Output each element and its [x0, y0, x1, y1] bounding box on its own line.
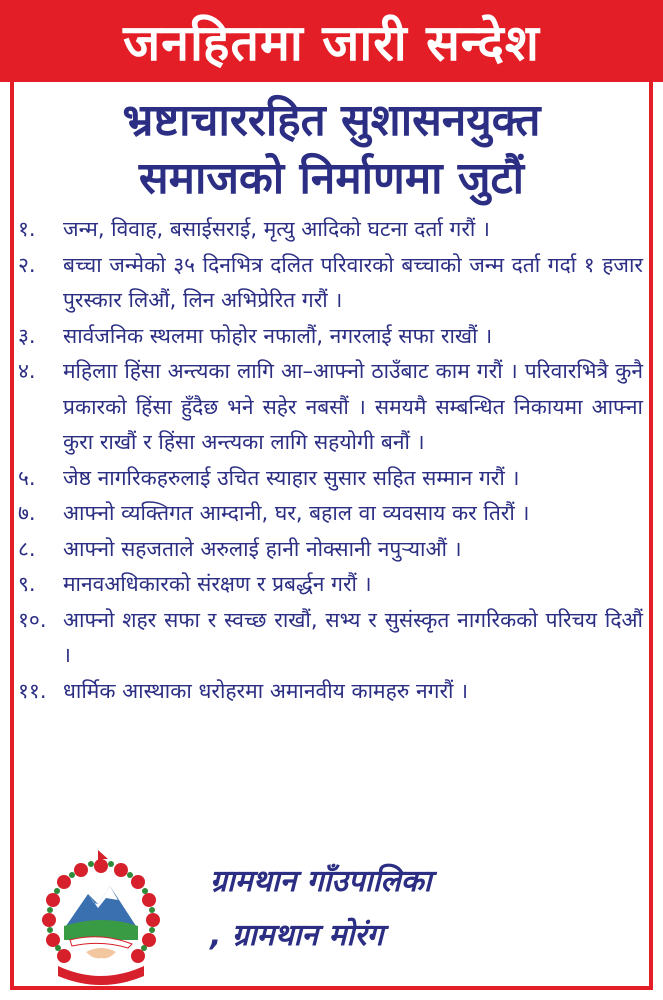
list-item: [18, 248, 643, 319]
message-list: [18, 212, 643, 709]
item-text: आफ्नो शहर सफा र स्वच्छ राखौं, सभ्य र सुसंस्कृत नागरिकको परिचय दिऔं ।: [63, 607, 643, 667]
item-number: ११.: [18, 678, 47, 703]
item-text: मानवअधिकारको संरक्षण र प्रबर्द्धन गरौं ।: [63, 572, 372, 596]
nepal-emblem-icon: [36, 848, 166, 988]
banner-title: जनहितमा जारी सन्देश: [123, 14, 540, 72]
item-number: १.: [18, 217, 36, 241]
list-item: [18, 354, 643, 461]
item-number: ९.: [18, 572, 36, 596]
top-banner: [0, 0, 663, 82]
item-text: बच्चा जन्मेको ३५ दिनभित्र दलित परिवारको बच्चाको जन्म दर्ता गर्दा १ हजार पुरस्कार लिऔं, लिन अभिप्रेरित गरौं ।: [63, 252, 643, 312]
item-text: सार्वजनिक स्थलमा फोहोर नफालौं, नगरलाई सफा राखौं ।: [63, 323, 493, 348]
headline-line-1: भ्रष्टाचाररहित सुशासनयुक्त: [122, 95, 541, 146]
item-number: ३.: [18, 323, 36, 348]
item-text: आफ्नो सहजताले अरुलाई हानी नोक्सानी नपुर्‍याऔं ।: [63, 536, 462, 561]
item-number: १०.: [18, 607, 47, 632]
item-number: ५.: [18, 465, 36, 490]
item-text: जन्म, विवाह, बसाईसराई, मृत्यु आदिको घटना दर्ता गरौं ।: [63, 217, 491, 241]
list-item: [18, 567, 643, 603]
item-text: धार्मिक आस्थाका धरोहरमा अमानवीय कामहरु नगरौं ।: [63, 678, 469, 703]
item-number: ८.: [18, 536, 36, 561]
item-number: ७.: [18, 501, 36, 525]
footer-org-name: ग्रामथान गाँउपालिका: [210, 864, 432, 899]
list-item: [18, 674, 643, 710]
list-item: [18, 319, 643, 355]
list-item: [18, 603, 643, 674]
footer-place: , ग्रामथान मोरंग: [210, 918, 384, 953]
list-item: [18, 532, 643, 568]
list-item: [18, 461, 643, 497]
item-number: ४.: [18, 359, 36, 383]
headline: [14, 92, 649, 208]
headline-line-2: समाजको निर्माणमा जुटौं: [138, 153, 525, 204]
item-text: आफ्नो व्यक्तिगत आम्दानी, घर, बहाल वा व्यवसाय कर तिरौं ।: [63, 501, 530, 525]
footer-org: [210, 855, 432, 963]
list-item: [18, 212, 643, 248]
item-text: महिलाा हिंसा अन्त्यका लागि आ–आफ्नो ठाउँबाट काम गरौं । परिवारभित्रै कुनै प्रकारको हिंसा हुँदैछ भने सहेर नबसौं । समयमै सम्बन्धित निकायमा आफ्ना कुरा राखौं र हिंसा अन्त्यका लागि सहयोगी बनौं ।: [63, 359, 643, 454]
list-item: [18, 496, 643, 532]
item-number: २.: [18, 252, 36, 277]
item-text: जेष्ठ नागरिकहरुलाई उचित स्याहार सुसार सहित सम्मान गरौं ।: [63, 465, 520, 490]
